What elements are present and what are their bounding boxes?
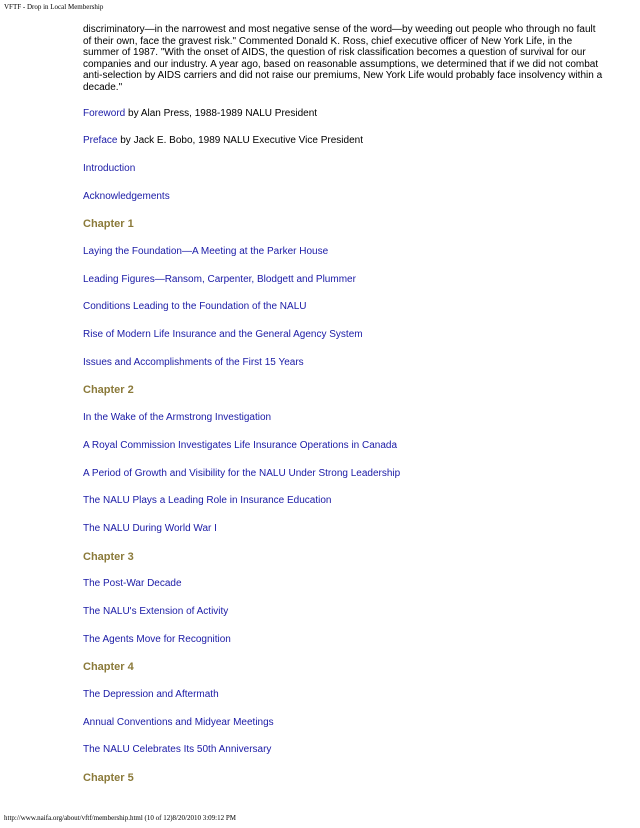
chapter-3-link-2[interactable]: The NALU's Extension of Activity xyxy=(83,605,229,617)
preface-link[interactable]: Preface xyxy=(83,135,118,147)
chapter-1-link-1[interactable]: Laying the Foundation—A Meeting at the Parker House xyxy=(83,246,329,257)
acknowledgements-link[interactable]: Acknowledgements xyxy=(83,190,170,202)
chapter-2-link-4[interactable]: The NALU Plays a Leading Role in Insurance Education xyxy=(83,495,332,507)
page-content xyxy=(83,24,603,800)
list-item xyxy=(83,246,603,274)
introduction-entry xyxy=(83,163,603,191)
chapter-2-link-3[interactable]: A Period of Growth and Visibility for the NALU Under Strong Leadership xyxy=(83,467,401,479)
list-item xyxy=(83,495,603,523)
chapter-4-link-2[interactable]: Annual Conventions and Midyear Meetings xyxy=(83,716,274,728)
list-item xyxy=(83,440,603,468)
chapter-2-heading: Chapter 2 xyxy=(83,384,134,397)
chapter-4-heading: Chapter 4 xyxy=(83,661,134,674)
table-of-contents xyxy=(83,108,603,800)
list-item xyxy=(83,523,603,551)
intro-paragraph: discriminatory—in the narrowest and most negative sense of the word—by weeding out people who through no fault of their own, face the gravest risk." Commented Donald K. Ross, chief executive officer of New York Life, in the summer of 1987. "With the onset of AIDS, the question of risk classification becomes a question of survival for our companies and our industry. A year ago, based on reasonable assumptions, we determined that if we did not combat anti-selection by AIDS carriers and did not raise our premiums, New York Life would probably face insolvency within a decade." xyxy=(83,24,603,93)
list-item xyxy=(83,606,603,634)
print-header: VFTF - Drop in Local Membership xyxy=(4,3,104,11)
list-item xyxy=(83,329,603,357)
print-footer: http://www.naifa.org/about/vftf/membership.html (10 of 12)8/20/2010 3:09:12 PM xyxy=(4,814,236,822)
list-item xyxy=(83,689,603,717)
list-item xyxy=(83,717,603,745)
list-item xyxy=(83,744,603,772)
acknowledgements-entry xyxy=(83,191,603,219)
list-item xyxy=(83,468,603,496)
preface-entry xyxy=(83,135,603,163)
chapter-1-heading: Chapter 1 xyxy=(83,218,134,231)
chapter-3-link-3[interactable]: The Agents Move for Recognition xyxy=(83,633,231,645)
chapter-2-link-5[interactable]: The NALU During World War I xyxy=(83,522,217,534)
list-item xyxy=(83,634,603,662)
chapter-4-link-3[interactable]: The NALU Celebrates Its 50th Anniversary xyxy=(83,744,272,756)
chapter-1-link-3[interactable]: Conditions Leading to the Foundation of the NALU xyxy=(83,301,307,313)
chapter-3-link-1[interactable]: The Post-War Decade xyxy=(83,578,182,590)
chapter-3-heading: Chapter 3 xyxy=(83,550,134,563)
foreword-link[interactable]: Foreword xyxy=(83,107,126,119)
list-item xyxy=(83,301,603,329)
list-item xyxy=(83,412,603,440)
chapter-2-link-2[interactable]: A Royal Commission Investigates Life Insurance Operations in Canada xyxy=(83,439,398,451)
introduction-link[interactable]: Introduction xyxy=(83,162,136,174)
foreword-entry xyxy=(83,108,603,136)
chapter-1-link-4[interactable]: Rise of Modern Life Insurance and the General Agency System xyxy=(83,329,363,341)
list-item xyxy=(83,357,603,385)
chapter-2-link-1[interactable]: In the Wake of the Armstrong Investigation xyxy=(83,412,272,424)
chapter-5-heading: Chapter 5 xyxy=(83,772,134,785)
chapter-1-link-2[interactable]: Leading Figures—Ransom, Carpenter, Blodgett and Plummer xyxy=(83,273,356,285)
list-item xyxy=(83,274,603,302)
preface-byline: by Jack E. Bobo, 1989 NALU Executive Vice President xyxy=(117,135,363,147)
list-item xyxy=(83,578,603,606)
foreword-byline: by Alan Press, 1988-1989 NALU President xyxy=(125,107,318,119)
chapter-1-link-5[interactable]: Issues and Accomplishments of the First 15 Years xyxy=(83,356,304,368)
chapter-4-link-1[interactable]: The Depression and Aftermath xyxy=(83,689,219,700)
